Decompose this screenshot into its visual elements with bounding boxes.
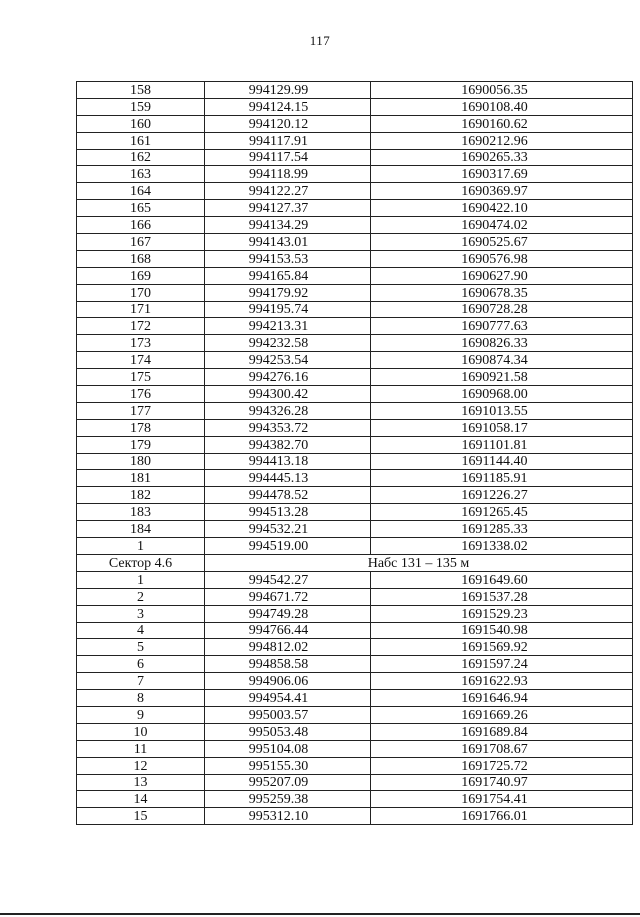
x-coordinate-cell: 994519.00 [205, 538, 371, 555]
point-number-cell: 162 [77, 149, 205, 166]
point-number-cell: 183 [77, 504, 205, 521]
point-number-cell: 1 [77, 538, 205, 555]
y-coordinate-cell: 1691529.23 [371, 605, 633, 622]
point-number-cell: 15 [77, 808, 205, 825]
point-number-cell: 175 [77, 369, 205, 386]
table-row [77, 267, 633, 284]
x-coordinate-cell: 994542.27 [205, 571, 371, 588]
y-coordinate-cell: 1691689.84 [371, 723, 633, 740]
point-number-cell: 14 [77, 791, 205, 808]
y-coordinate-cell: 1690627.90 [371, 267, 633, 284]
x-coordinate-cell: 994127.37 [205, 200, 371, 217]
y-coordinate-cell: 1691569.92 [371, 639, 633, 656]
point-number-cell: 13 [77, 774, 205, 791]
point-number-cell: 11 [77, 740, 205, 757]
x-coordinate-cell: 994124.15 [205, 98, 371, 115]
table-row [77, 183, 633, 200]
table-row [77, 200, 633, 217]
point-number-cell: 174 [77, 352, 205, 369]
x-coordinate-cell: 994276.16 [205, 369, 371, 386]
table-row [77, 487, 633, 504]
point-number-cell: 2 [77, 588, 205, 605]
point-number-cell: 181 [77, 470, 205, 487]
y-coordinate-cell: 1690576.98 [371, 250, 633, 267]
table-row [77, 639, 633, 656]
point-number-cell: 164 [77, 183, 205, 200]
rows-before-section [77, 82, 633, 555]
table-row [77, 335, 633, 352]
point-number-cell: 10 [77, 723, 205, 740]
y-coordinate-cell: 1691537.28 [371, 588, 633, 605]
y-coordinate-cell: 1690369.97 [371, 183, 633, 200]
x-coordinate-cell: 994749.28 [205, 605, 371, 622]
point-number-cell: 9 [77, 706, 205, 723]
x-coordinate-cell: 994532.21 [205, 521, 371, 538]
y-coordinate-cell: 1691226.27 [371, 487, 633, 504]
table-row [77, 723, 633, 740]
x-coordinate-cell: 994118.99 [205, 166, 371, 183]
x-coordinate-cell: 995259.38 [205, 791, 371, 808]
table-row [77, 791, 633, 808]
table-row [77, 605, 633, 622]
section-header [77, 554, 633, 571]
x-coordinate-cell: 995003.57 [205, 706, 371, 723]
y-coordinate-cell: 1691144.40 [371, 453, 633, 470]
point-number-cell: 184 [77, 521, 205, 538]
x-coordinate-cell: 994122.27 [205, 183, 371, 200]
table-row [77, 98, 633, 115]
y-coordinate-cell: 1690874.34 [371, 352, 633, 369]
x-coordinate-cell: 994195.74 [205, 301, 371, 318]
table-row [77, 217, 633, 234]
x-coordinate-cell: 994129.99 [205, 82, 371, 99]
section-row [77, 554, 633, 571]
table-row [77, 132, 633, 149]
x-coordinate-cell: 994143.01 [205, 234, 371, 251]
x-coordinate-cell: 994117.91 [205, 132, 371, 149]
table-row [77, 740, 633, 757]
x-coordinate-cell: 995312.10 [205, 808, 371, 825]
point-number-cell: 176 [77, 386, 205, 403]
y-coordinate-cell: 1691622.93 [371, 673, 633, 690]
section-label: Сектор 4.6 [77, 554, 205, 571]
table-row [77, 166, 633, 183]
table-row [77, 538, 633, 555]
x-coordinate-cell: 994445.13 [205, 470, 371, 487]
point-number-cell: 161 [77, 132, 205, 149]
rows-after-section [77, 571, 633, 824]
y-coordinate-cell: 1691708.67 [371, 740, 633, 757]
y-coordinate-cell: 1691766.01 [371, 808, 633, 825]
y-coordinate-cell: 1691265.45 [371, 504, 633, 521]
y-coordinate-cell: 1691058.17 [371, 419, 633, 436]
point-number-cell: 163 [77, 166, 205, 183]
y-coordinate-cell: 1691725.72 [371, 757, 633, 774]
point-number-cell: 173 [77, 335, 205, 352]
table-row [77, 234, 633, 251]
point-number-cell: 4 [77, 622, 205, 639]
table-row [77, 436, 633, 453]
x-coordinate-cell: 994120.12 [205, 115, 371, 132]
table-row [77, 352, 633, 369]
y-coordinate-cell: 1691669.26 [371, 706, 633, 723]
table-row [77, 521, 633, 538]
table-row [77, 706, 633, 723]
table-row [77, 318, 633, 335]
table-row [77, 250, 633, 267]
table-row [77, 622, 633, 639]
table-row [77, 301, 633, 318]
table-row [77, 82, 633, 99]
x-coordinate-cell: 994906.06 [205, 673, 371, 690]
y-coordinate-cell: 1691646.94 [371, 690, 633, 707]
x-coordinate-cell: 994353.72 [205, 419, 371, 436]
point-number-cell: 158 [77, 82, 205, 99]
x-coordinate-cell: 994300.42 [205, 386, 371, 403]
x-coordinate-cell: 994671.72 [205, 588, 371, 605]
point-number-cell: 159 [77, 98, 205, 115]
y-coordinate-cell: 1690108.40 [371, 98, 633, 115]
point-number-cell: 3 [77, 605, 205, 622]
x-coordinate-cell: 994213.31 [205, 318, 371, 335]
point-number-cell: 178 [77, 419, 205, 436]
y-coordinate-cell: 1690056.35 [371, 82, 633, 99]
table-row [77, 149, 633, 166]
y-coordinate-cell: 1690160.62 [371, 115, 633, 132]
point-number-cell: 5 [77, 639, 205, 656]
table-row [77, 115, 633, 132]
x-coordinate-cell: 994179.92 [205, 284, 371, 301]
page-number: 117 [309, 33, 331, 48]
y-coordinate-cell: 1690265.33 [371, 149, 633, 166]
y-coordinate-cell: 1690921.58 [371, 369, 633, 386]
y-coordinate-cell: 1690422.10 [371, 200, 633, 217]
point-number-cell: 179 [77, 436, 205, 453]
point-number-cell: 182 [77, 487, 205, 504]
x-coordinate-cell: 995104.08 [205, 740, 371, 757]
table-row [77, 504, 633, 521]
point-number-cell: 7 [77, 673, 205, 690]
x-coordinate-cell: 994253.54 [205, 352, 371, 369]
point-number-cell: 167 [77, 234, 205, 251]
y-coordinate-cell: 1690212.96 [371, 132, 633, 149]
point-number-cell: 170 [77, 284, 205, 301]
y-coordinate-cell: 1691540.98 [371, 622, 633, 639]
x-coordinate-cell: 994413.18 [205, 453, 371, 470]
point-number-cell: 168 [77, 250, 205, 267]
x-coordinate-cell: 995207.09 [205, 774, 371, 791]
x-coordinate-cell: 994134.29 [205, 217, 371, 234]
table-row [77, 690, 633, 707]
y-coordinate-cell: 1691101.81 [371, 436, 633, 453]
point-number-cell: 180 [77, 453, 205, 470]
coordinates-table [76, 81, 633, 825]
x-coordinate-cell: 994858.58 [205, 656, 371, 673]
point-number-cell: 171 [77, 301, 205, 318]
table-row [77, 453, 633, 470]
y-coordinate-cell: 1691185.91 [371, 470, 633, 487]
y-coordinate-cell: 1690826.33 [371, 335, 633, 352]
table-row [77, 808, 633, 825]
table-row [77, 656, 633, 673]
table-row [77, 419, 633, 436]
x-coordinate-cell: 994326.28 [205, 402, 371, 419]
x-coordinate-cell: 994232.58 [205, 335, 371, 352]
x-coordinate-cell: 994153.53 [205, 250, 371, 267]
table-row [77, 369, 633, 386]
x-coordinate-cell: 994513.28 [205, 504, 371, 521]
point-number-cell: 172 [77, 318, 205, 335]
y-coordinate-cell: 1690474.02 [371, 217, 633, 234]
y-coordinate-cell: 1690678.35 [371, 284, 633, 301]
x-coordinate-cell: 994954.41 [205, 690, 371, 707]
x-coordinate-cell: 994165.84 [205, 267, 371, 284]
table-row [77, 774, 633, 791]
y-coordinate-cell: 1691013.55 [371, 402, 633, 419]
y-coordinate-cell: 1691338.02 [371, 538, 633, 555]
x-coordinate-cell: 994766.44 [205, 622, 371, 639]
point-number-cell: 8 [77, 690, 205, 707]
table-row [77, 673, 633, 690]
point-number-cell: 160 [77, 115, 205, 132]
table-row [77, 588, 633, 605]
point-number-cell: 12 [77, 757, 205, 774]
table-row [77, 402, 633, 419]
y-coordinate-cell: 1691285.33 [371, 521, 633, 538]
y-coordinate-cell: 1690728.28 [371, 301, 633, 318]
y-coordinate-cell: 1691649.60 [371, 571, 633, 588]
y-coordinate-cell: 1691740.97 [371, 774, 633, 791]
x-coordinate-cell: 994478.52 [205, 487, 371, 504]
x-coordinate-cell: 994812.02 [205, 639, 371, 656]
page-bottom-rule [0, 913, 640, 915]
y-coordinate-cell: 1690525.67 [371, 234, 633, 251]
table-row [77, 386, 633, 403]
y-coordinate-cell: 1690317.69 [371, 166, 633, 183]
table-row [77, 571, 633, 588]
x-coordinate-cell: 994117.54 [205, 149, 371, 166]
section-note: Набс 131 – 135 м [205, 554, 633, 571]
point-number-cell: 165 [77, 200, 205, 217]
table-row [77, 470, 633, 487]
y-coordinate-cell: 1691754.41 [371, 791, 633, 808]
point-number-cell: 177 [77, 402, 205, 419]
x-coordinate-cell: 995053.48 [205, 723, 371, 740]
table-row [77, 757, 633, 774]
y-coordinate-cell: 1690777.63 [371, 318, 633, 335]
point-number-cell: 166 [77, 217, 205, 234]
table-row [77, 284, 633, 301]
x-coordinate-cell: 994382.70 [205, 436, 371, 453]
point-number-cell: 169 [77, 267, 205, 284]
y-coordinate-cell: 1691597.24 [371, 656, 633, 673]
point-number-cell: 6 [77, 656, 205, 673]
point-number-cell: 1 [77, 571, 205, 588]
y-coordinate-cell: 1690968.00 [371, 386, 633, 403]
x-coordinate-cell: 995155.30 [205, 757, 371, 774]
